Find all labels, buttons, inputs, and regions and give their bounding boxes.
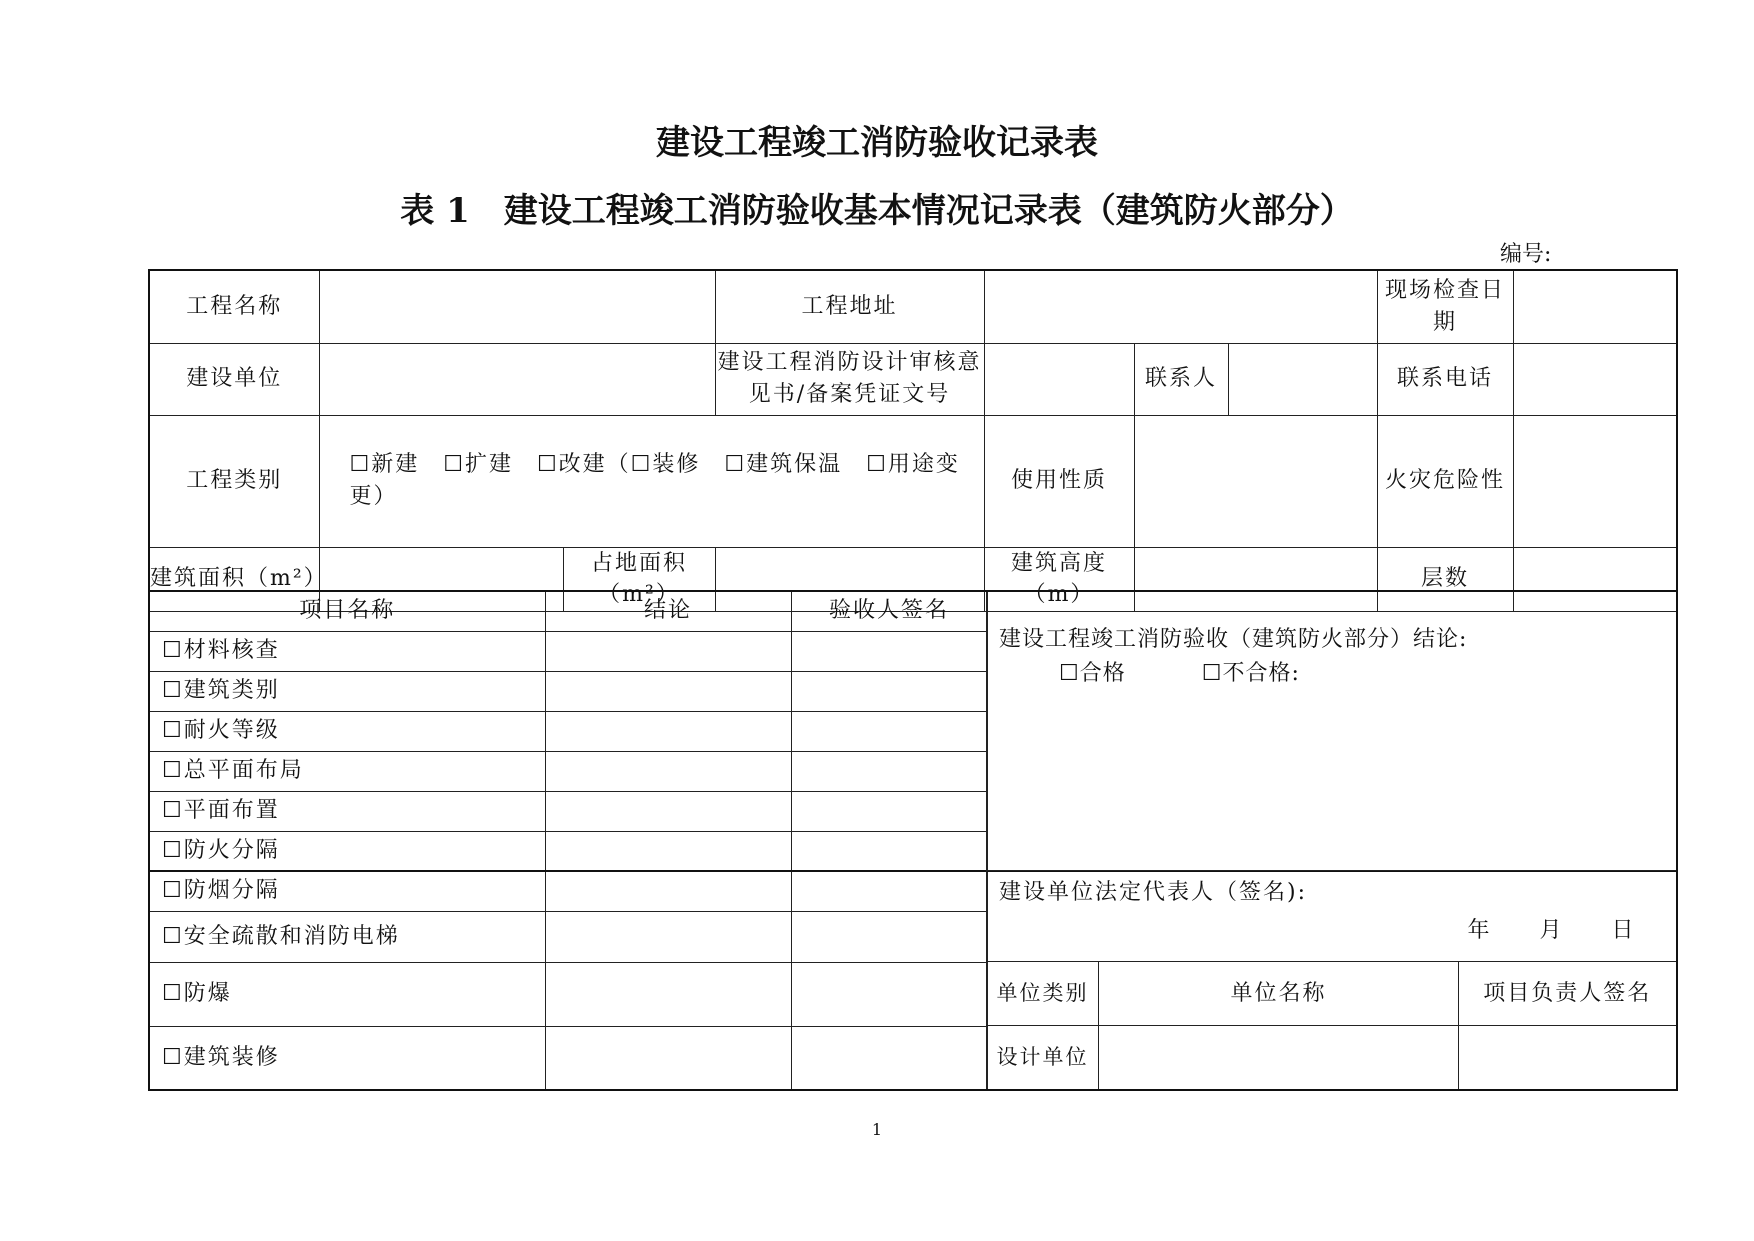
construction-unit-field[interactable] <box>319 343 715 415</box>
land-area-label: 占地面积（m²） <box>563 547 715 612</box>
item-checkbox[interactable]: ☐安全疏散和消防电梯 <box>149 911 545 962</box>
item-checkbox[interactable]: ☐耐火等级 <box>149 711 545 751</box>
item-signature-field[interactable] <box>791 871 987 911</box>
design-review-label: 建设工程消防设计审核意见书/备案凭证文号 <box>715 343 984 415</box>
page-number: 1 <box>871 1120 883 1139</box>
item-signature-field[interactable] <box>791 671 987 711</box>
fire-risk-field[interactable] <box>1513 415 1677 547</box>
inspection-date-field[interactable] <box>1513 270 1677 343</box>
unit-type-header: 单位类别 <box>987 962 1099 1026</box>
item-checkbox[interactable]: ☐防烟分隔 <box>149 871 545 911</box>
legal-rep-table <box>986 870 1678 962</box>
item-conclusion-field[interactable] <box>545 1026 791 1090</box>
item-conclusion-field[interactable] <box>545 871 791 911</box>
item-signature-field[interactable] <box>791 831 987 871</box>
conclusion-box <box>987 591 1677 871</box>
item-signature-field[interactable] <box>791 1026 987 1090</box>
item-signature-field[interactable] <box>791 791 987 831</box>
item-checkbox[interactable]: ☐防火分隔 <box>149 831 545 871</box>
building-area-label: 建筑面积（m²） <box>149 547 319 612</box>
usage-nature-field[interactable] <box>1134 415 1377 547</box>
item-conclusion-field[interactable] <box>545 831 791 871</box>
item-conclusion-field[interactable] <box>545 711 791 751</box>
item-conclusion-field[interactable] <box>545 671 791 711</box>
project-category-options[interactable]: ☐新建 ☐扩建 ☐改建（☐装修 ☐建筑保温 ☐用途变更） <box>319 415 984 547</box>
item-signature-field[interactable] <box>791 751 987 791</box>
pass-checkbox[interactable]: ☐合格 <box>1059 660 1126 686</box>
items-header-name: 项目名称 <box>149 591 545 631</box>
document-title: 建设工程竣工消防验收记录表 <box>656 123 1098 163</box>
basic-info-table <box>148 269 1678 612</box>
item-conclusion-field[interactable] <box>545 751 791 791</box>
item-signature-field[interactable] <box>791 631 987 671</box>
design-unit-name-field[interactable] <box>1099 1026 1459 1090</box>
construction-unit-label: 建设单位 <box>149 343 319 415</box>
design-review-field[interactable] <box>984 343 1134 415</box>
inspection-date-label: 现场检查日期 <box>1377 270 1513 343</box>
items-header-conclusion: 结论 <box>545 591 791 631</box>
design-unit-label: 设计单位 <box>987 1026 1099 1090</box>
item-checkbox[interactable]: ☐材料核查 <box>149 631 545 671</box>
contact-person-label: 联系人 <box>1134 343 1228 415</box>
legal-rep-date[interactable]: 年 月 日 <box>1467 917 1636 943</box>
project-address-field[interactable] <box>984 270 1377 343</box>
conclusion-label: 建设工程竣工消防验收（建筑防火部分）结论: <box>999 627 1468 652</box>
item-conclusion-field[interactable] <box>545 791 791 831</box>
item-checkbox[interactable]: ☐平面布置 <box>149 791 545 831</box>
fail-checkbox[interactable]: ☐不合格: <box>1201 660 1300 686</box>
unit-name-header: 单位名称 <box>1099 962 1459 1026</box>
item-conclusion-field[interactable] <box>545 962 791 1026</box>
building-height-label: 建筑高度（m） <box>984 547 1134 612</box>
item-checkbox[interactable]: ☐建筑装修 <box>149 1026 545 1090</box>
item-signature-field[interactable] <box>791 711 987 751</box>
project-category-label: 工程类别 <box>149 415 319 547</box>
project-name-field[interactable] <box>319 270 715 343</box>
item-checkbox[interactable]: ☐防爆 <box>149 962 545 1026</box>
item-signature-field[interactable] <box>791 911 987 962</box>
items-header-signature: 验收人签名 <box>791 591 987 631</box>
legal-rep-box <box>987 871 1677 962</box>
project-address-label: 工程地址 <box>715 270 984 343</box>
conclusion-table <box>986 590 1678 872</box>
floors-label: 层数 <box>1377 547 1513 612</box>
item-checkbox[interactable]: ☐总平面布局 <box>149 751 545 791</box>
serial-number-label: 编号: <box>1500 242 1552 267</box>
contact-person-field[interactable] <box>1228 343 1377 415</box>
design-unit-lead-field[interactable] <box>1459 1026 1677 1090</box>
project-name-label: 工程名称 <box>149 270 319 343</box>
contact-phone-label: 联系电话 <box>1377 343 1513 415</box>
usage-nature-label: 使用性质 <box>984 415 1134 547</box>
table-subtitle: 表 1 建设工程竣工消防验收基本情况记录表（建筑防火部分） <box>400 191 1354 231</box>
item-conclusion-field[interactable] <box>545 631 791 671</box>
units-table <box>986 961 1678 1091</box>
contact-phone-field[interactable] <box>1513 343 1677 415</box>
item-signature-field[interactable] <box>791 962 987 1026</box>
inspection-items-table <box>148 590 988 1091</box>
legal-rep-label: 建设单位法定代表人（签名): <box>999 880 1307 905</box>
unit-lead-header: 项目负责人签名 <box>1459 962 1677 1026</box>
item-checkbox[interactable]: ☐建筑类别 <box>149 671 545 711</box>
item-conclusion-field[interactable] <box>545 911 791 962</box>
fire-risk-label: 火灾危险性 <box>1377 415 1513 547</box>
